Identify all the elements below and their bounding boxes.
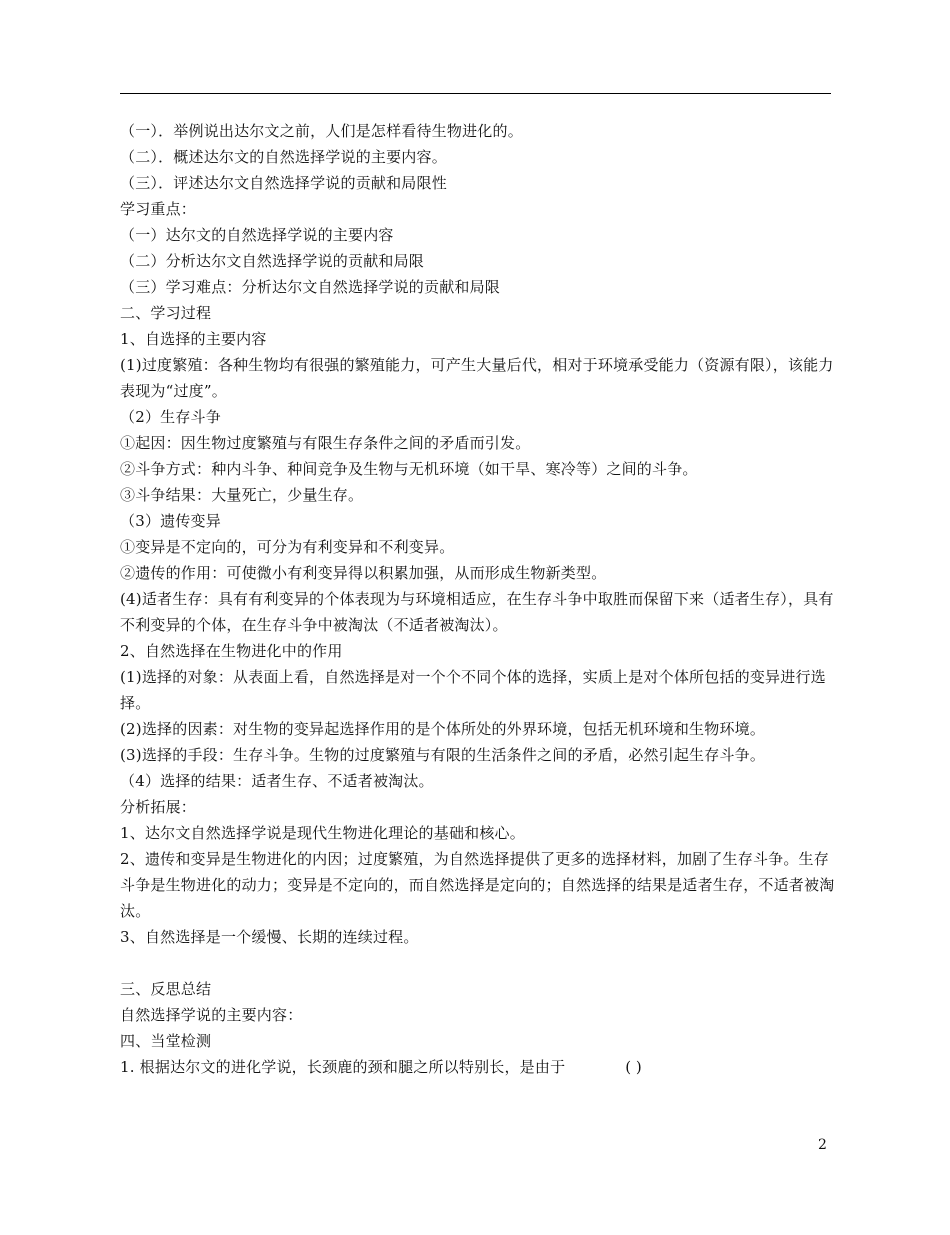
key-point-2: （二）分析达尔文自然选择学说的贡献和局限: [120, 252, 425, 270]
reflection-heading: 三、反思总结: [120, 980, 212, 998]
test-heading: 四、当堂检测: [120, 1032, 212, 1050]
question-1-text: 1. 根据达尔文的进化学说，长颈鹿的颈和腿之所以特别长，是由于: [120, 1058, 566, 1076]
objective-1: （一）．举例说出达尔文之前，人们是怎样看待生物进化的。: [120, 122, 523, 140]
question-1: [120, 1054, 835, 1080]
extension-item-2: 2、遗传和变异是生物进化的内因；过度繁殖，为自然选择提供了更多的选择材料，加剧了生存斗争。生存斗争是生物进化的动力；变异是不定向的，而自然选择是定向的；自然选择的结果是适者生存，不适者被淘汰。: [120, 850, 835, 920]
extension-item-1: 1、达尔文自然选择学说是现代生物进化理论的基础和核心。: [120, 824, 525, 842]
variation-item-2: ②遗传的作用：可使微小有利变异得以积累加强，从而形成生物新类型。: [120, 564, 607, 582]
document-body: [120, 118, 835, 1080]
extension-heading: 分析拓展：: [120, 798, 197, 816]
extension-item-3: 3、自然选择是一个缓慢、长期的连续过程。: [120, 928, 419, 946]
section2-heading: 2、自然选择在生物进化中的作用: [120, 642, 343, 660]
key-points-heading: 学习重点：: [120, 200, 197, 218]
overproduction-paragraph: (1)过度繁殖：各种生物均有很强的繁殖能力，可产生大量后代，相对于环境承受能力（资源有限），该能力表现为“过度”。: [120, 356, 834, 400]
selection-result: （4）选择的结果：适者生存、不适者被淘汰。: [120, 772, 434, 790]
reflection-text: 自然选择学说的主要内容：: [120, 1006, 303, 1024]
selection-factor-paragraph: (2)选择的因素：对生物的变异起选择作用的是个体所处的外界环境，包括无机环境和生物环境。: [120, 720, 766, 738]
objective-3: （三）．评述达尔文自然选择学说的贡献和局限性: [120, 174, 447, 192]
variation-item-1: ①变异是不定向的，可分为有利变异和不利变异。: [120, 538, 455, 556]
selection-object-paragraph: (1)选择的对象：从表面上看，自然选择是对一个个不同个体的选择，实质上是对个体所包括的变异进行选择。: [120, 668, 826, 712]
struggle-heading: （2）生存斗争: [120, 408, 221, 426]
key-point-3: （三）学习难点：分析达尔文自然选择学说的贡献和局限: [120, 278, 501, 296]
variation-heading: （3）遗传变异: [120, 512, 221, 530]
header-rule: [120, 93, 831, 94]
survival-fittest-paragraph: (4)适者生存：具有有利变异的个体表现为与环境相适应，在生存斗争中取胜而保留下来（适者生存），具有不利变异的个体，在生存斗争中被淘汰（不适者被淘汰）。: [120, 590, 834, 634]
section1-heading: 1、自选择的主要内容: [120, 330, 267, 348]
struggle-result: ③斗争结果：大量死亡，少量生存。: [120, 486, 364, 504]
key-point-1: （一）达尔文的自然选择学说的主要内容: [120, 226, 394, 244]
selection-means-paragraph: (3)选择的手段：生存斗争。生物的过度繁殖与有限的生活条件之间的矛盾，必然引起生存斗争。: [120, 746, 766, 764]
struggle-cause: ①起因：因生物过度繁殖与有限生存条件之间的矛盾而引发。: [120, 434, 531, 452]
struggle-mode: ②斗争方式：种内斗争、种间竞争及生物与无机环境（如干旱、寒冷等）之间的斗争。: [120, 460, 698, 478]
page-number: 2: [818, 1137, 827, 1153]
spacer: [120, 950, 835, 976]
process-heading: 二、学习过程: [120, 304, 212, 322]
objective-2: （二）．概述达尔文的自然选择学说的主要内容。: [120, 148, 447, 166]
answer-parentheses: ( ): [625, 1058, 642, 1076]
